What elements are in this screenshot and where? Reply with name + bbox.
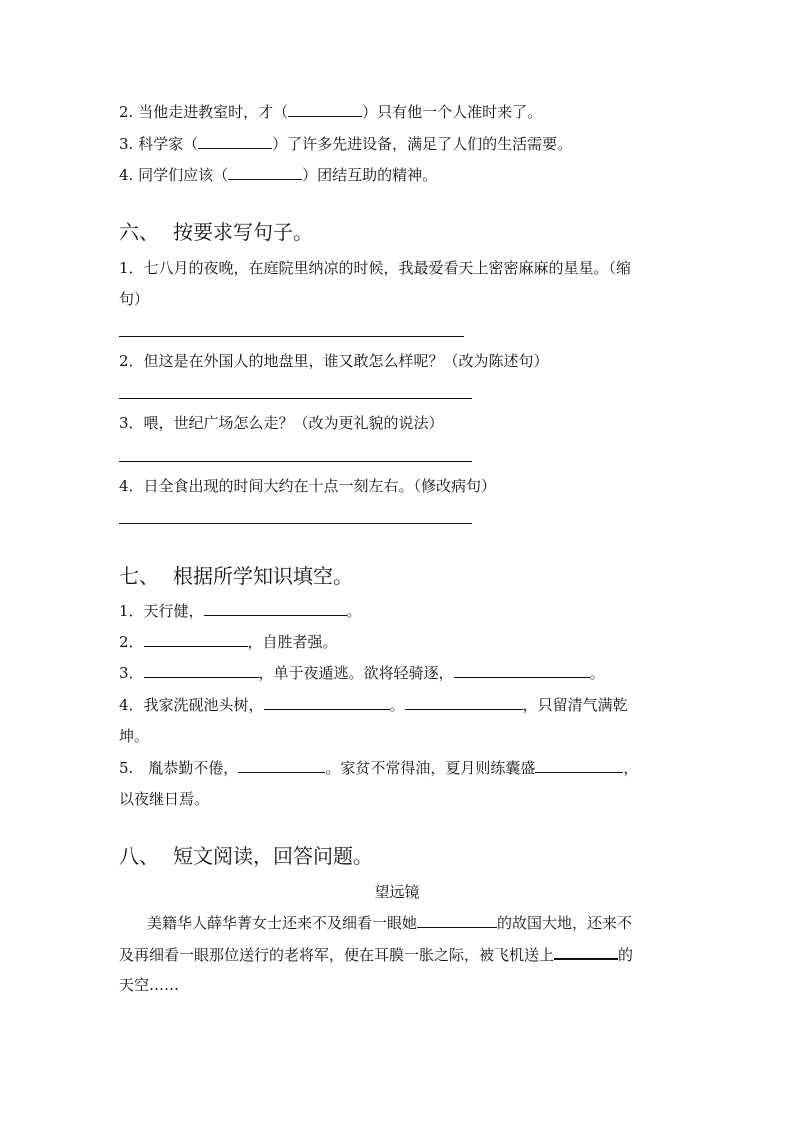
q4-text: 4．我家洗砚池头树， bbox=[119, 696, 264, 714]
section7-q2 bbox=[119, 632, 338, 652]
heading-text: 按要求写句子。 bbox=[173, 220, 313, 244]
fill-blank[interactable] bbox=[405, 695, 523, 710]
passage-line-2 bbox=[119, 944, 679, 965]
fill-blank[interactable] bbox=[144, 663, 259, 678]
answer-line-2[interactable] bbox=[119, 398, 472, 399]
passage-line-1 bbox=[119, 913, 679, 933]
fill-blank[interactable] bbox=[238, 758, 325, 773]
fill-blank[interactable] bbox=[288, 102, 362, 117]
item-text-before: 当他走进教室时，才（ bbox=[138, 103, 289, 121]
q1-end: 。 bbox=[346, 602, 362, 620]
section6-heading bbox=[119, 219, 313, 245]
fill-blank[interactable] bbox=[264, 695, 390, 710]
item-text-before: 科学家（ bbox=[138, 135, 199, 153]
passage-title: 望远镜 bbox=[374, 883, 420, 901]
section6-q1-line1: 1．七八月的夜晚，在庭院里纳凉的时候，我最爱看天上密密麻麻的星星。（缩 bbox=[119, 259, 632, 277]
item-text-after: ）团结互助的精神。 bbox=[302, 166, 438, 184]
section7-q4-cont: 坤。 bbox=[119, 727, 150, 745]
heading-number: 七、 bbox=[119, 564, 159, 588]
answer-line-1[interactable] bbox=[119, 336, 464, 337]
item-text-before: 同学们应该（ bbox=[138, 166, 229, 184]
passage-text: 的 bbox=[618, 946, 634, 964]
section7-q5-cont: 以夜继日焉。 bbox=[119, 790, 210, 808]
section6-q3: 3．喂，世纪广场怎么走？（改为更礼貌的说法） bbox=[119, 414, 444, 432]
fill-blank[interactable] bbox=[198, 134, 272, 149]
section7-q3 bbox=[119, 663, 605, 683]
item-number: 4. bbox=[119, 166, 134, 184]
heading-number: 八、 bbox=[119, 844, 159, 868]
heading-text: 根据所学知识填空。 bbox=[173, 564, 353, 588]
fill-blank[interactable] bbox=[554, 944, 618, 960]
section6-q4: 4．日全食出现的时间大约在十点一刻左右。（修改病句） bbox=[119, 477, 497, 495]
section5-item-3 bbox=[119, 134, 572, 154]
passage-text: 的故国大地，还来不 bbox=[497, 914, 633, 932]
item-number: 3. bbox=[119, 135, 134, 153]
answer-line-4[interactable] bbox=[119, 523, 472, 524]
fill-blank[interactable] bbox=[535, 758, 623, 773]
q3-end: 。 bbox=[589, 664, 605, 682]
q4-text2: ，只留清气满乾 bbox=[522, 696, 628, 714]
fill-blank[interactable] bbox=[454, 663, 590, 678]
heading-number: 六、 bbox=[119, 220, 159, 244]
q5-text2: 。家贫不常得油，夏月则练囊盛 bbox=[325, 759, 536, 777]
section7-q4 bbox=[119, 695, 628, 715]
fill-blank[interactable] bbox=[228, 165, 302, 180]
q2-number: 2． bbox=[119, 633, 144, 651]
section7-q1 bbox=[119, 601, 362, 621]
section7-heading bbox=[119, 563, 353, 589]
q4-mid: 。 bbox=[389, 696, 405, 714]
q3-number: 3． bbox=[119, 664, 144, 682]
answer-line-3[interactable] bbox=[119, 461, 472, 462]
q1-text: 1．天行健， bbox=[119, 602, 204, 620]
passage-line-3: 天空…… bbox=[119, 976, 180, 994]
q5-end: ， bbox=[623, 759, 639, 777]
q3-text: ，单于夜遁逃。欲将轻骑逐， bbox=[258, 664, 454, 682]
q5-text: 5. 胤恭勤不倦， bbox=[119, 759, 239, 777]
passage-text: 美籍华人薛华菁女士还来不及细看一眼她 bbox=[147, 914, 418, 932]
section7-q5 bbox=[119, 758, 638, 778]
fill-blank[interactable] bbox=[144, 632, 248, 647]
heading-text: 短文阅读，回答问题。 bbox=[173, 844, 373, 868]
section6-q1-line2: 句） bbox=[119, 290, 150, 308]
item-text-after: ）了许多先进设备，满足了人们的生活需要。 bbox=[272, 135, 573, 153]
fill-blank[interactable] bbox=[204, 601, 347, 616]
fill-blank[interactable] bbox=[417, 913, 497, 928]
item-text-after: ）只有他一个人准时来了。 bbox=[362, 103, 543, 121]
q2-text: ，自胜者强。 bbox=[247, 633, 338, 651]
section6-q2: 2．但这是在外国人的地盘里，谁又敢怎么样呢？（改为陈述句） bbox=[119, 352, 549, 370]
item-number: 2. bbox=[119, 103, 134, 121]
section5-item-4 bbox=[119, 165, 437, 185]
section5-item-2 bbox=[119, 102, 542, 122]
section8-heading bbox=[119, 843, 373, 869]
passage-text: 及再细看一眼那位送行的老将军，便在耳膜一胀之际，被飞机送上 bbox=[119, 946, 555, 964]
